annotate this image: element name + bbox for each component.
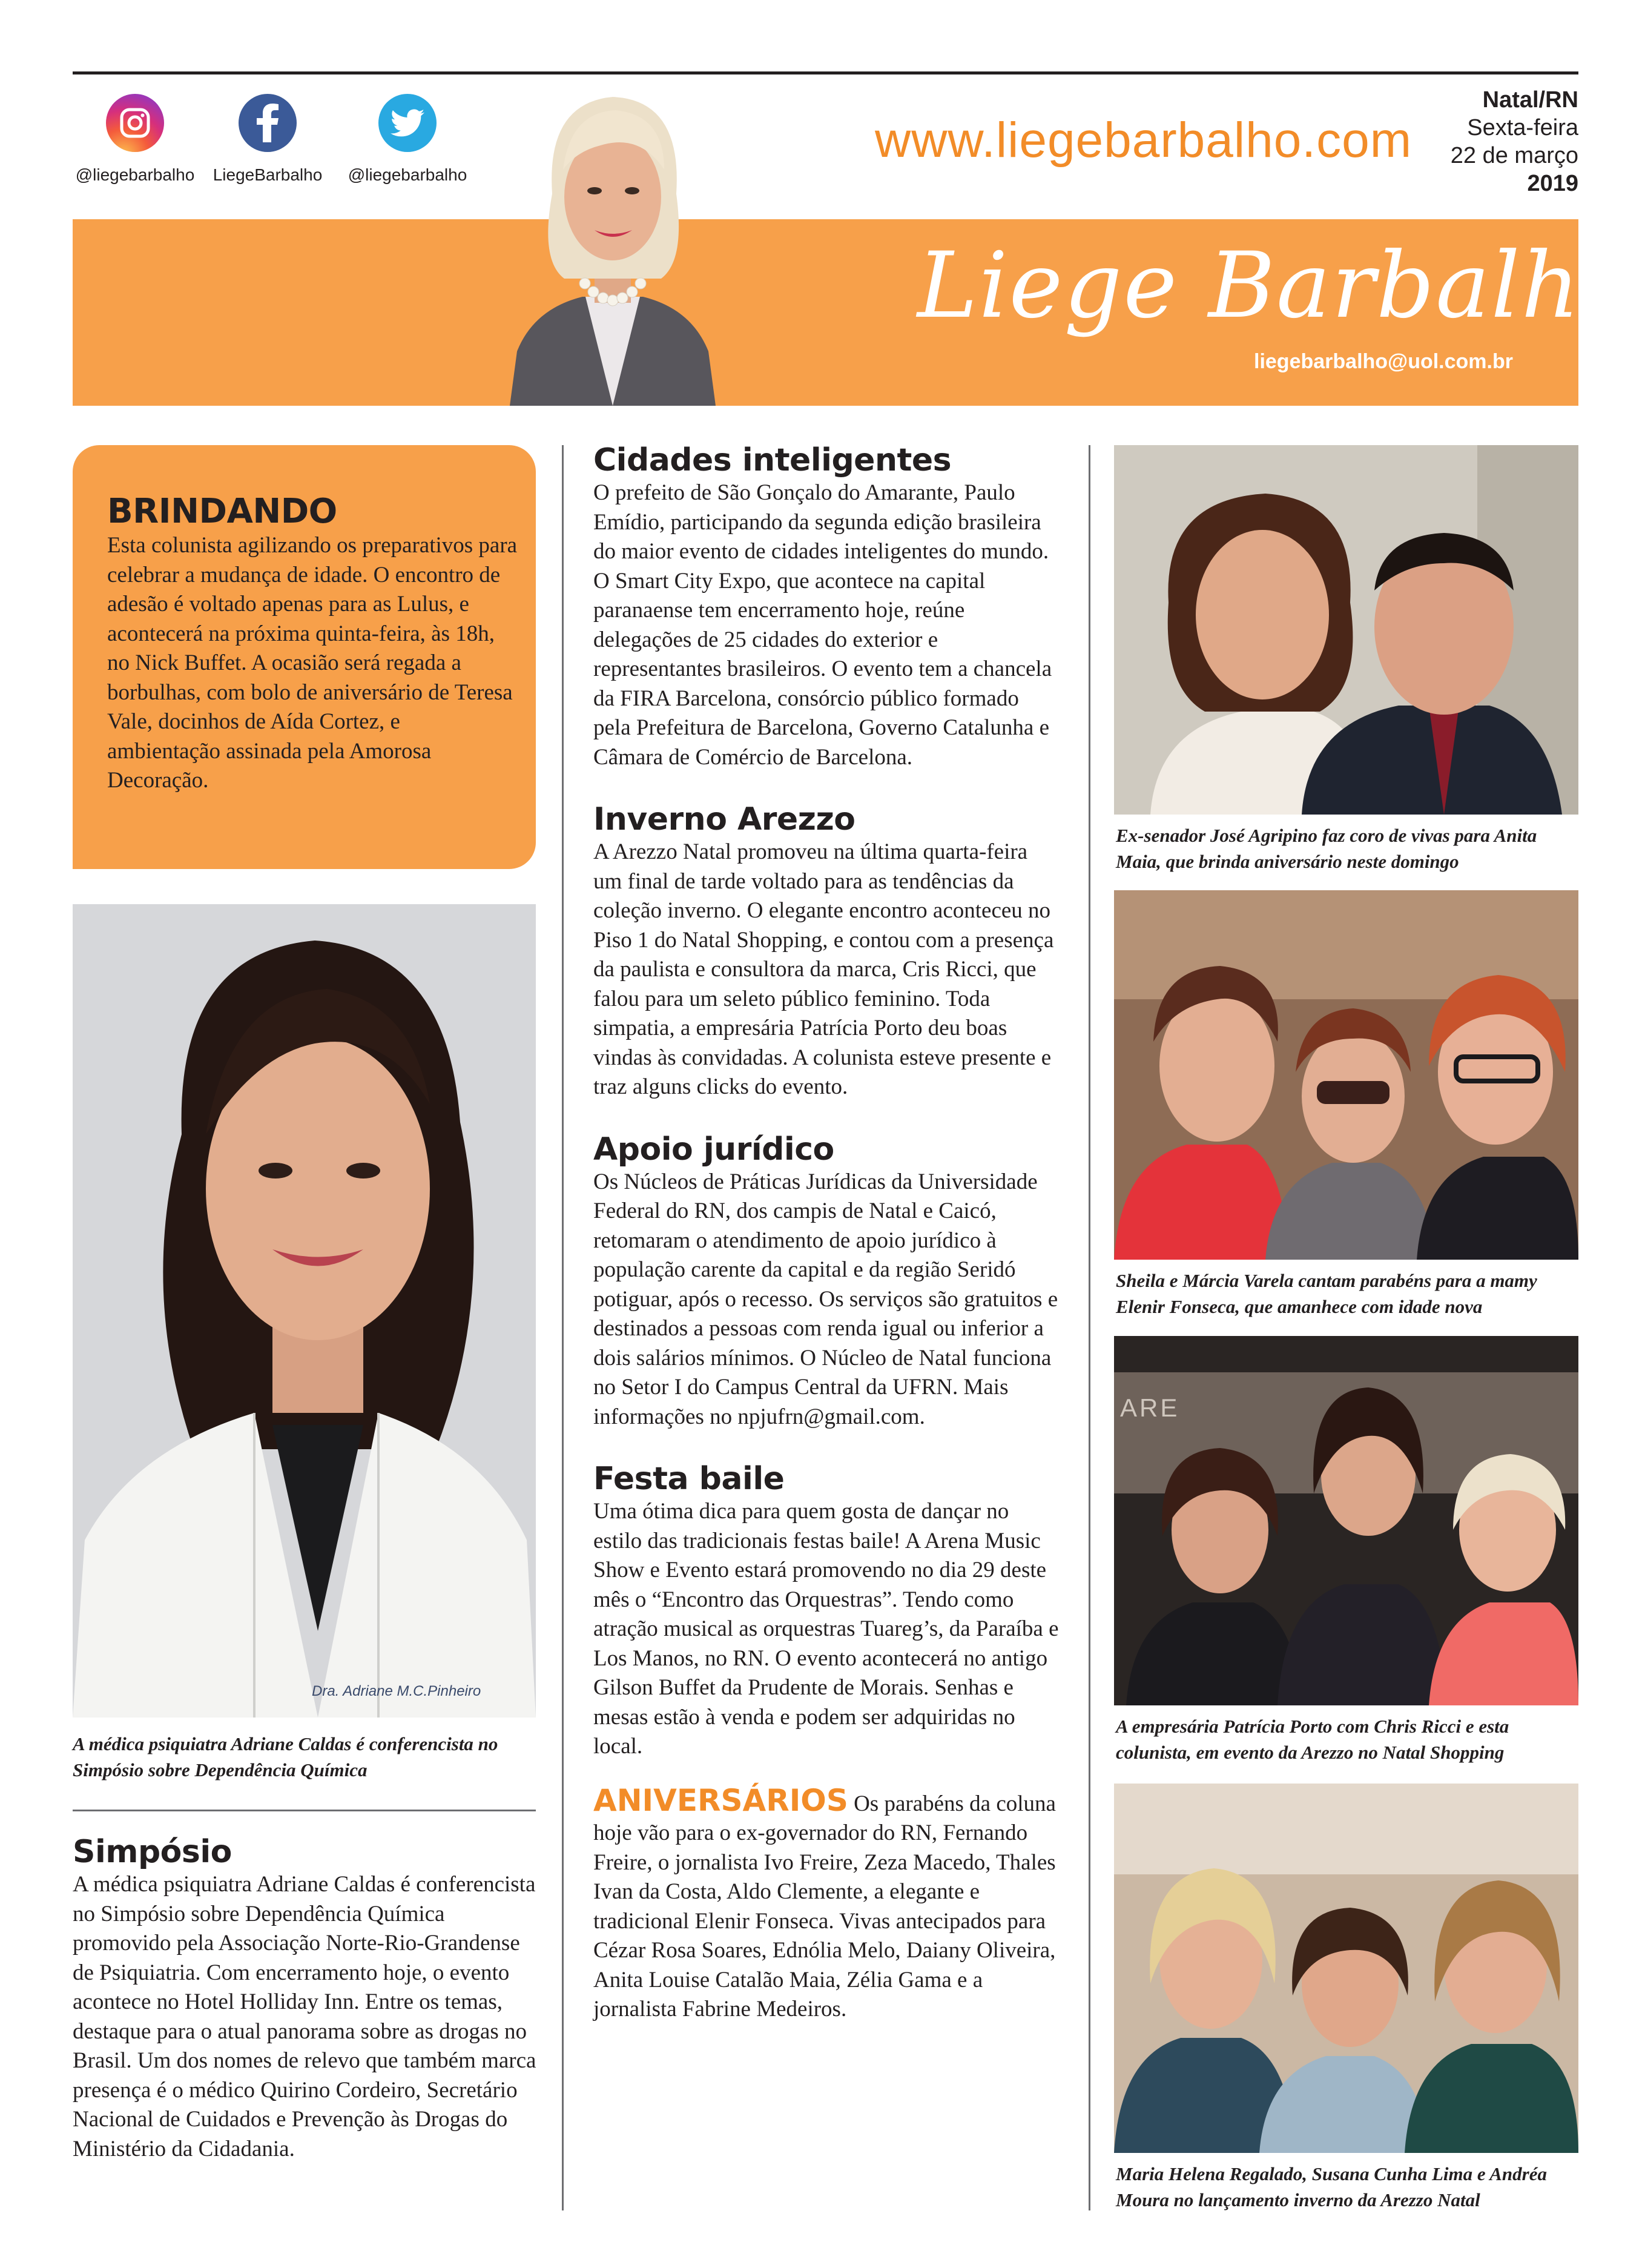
aniversarios-article — [593, 1782, 1060, 2025]
caption-porto-ricci: A empresária Patrícia Porto com Chris Ricci e esta colunista, em evento da Arezzo no Natal Shopping — [1116, 1716, 1509, 1763]
caption-regalado-lima-moura: Maria Helena Regalado, Susana Cunha Lima e Andréa Moura no lançamento inverno da Arezzo Natal — [1116, 2163, 1547, 2210]
dateline-year: 2019 — [1527, 171, 1578, 196]
dateline-date: 22 de março — [1450, 143, 1578, 168]
simposio-heading: Simpósio — [73, 1834, 232, 1870]
instagram-icon — [106, 94, 164, 152]
caption-varela-fonseca: Sheila e Márcia Varela cantam parabéns para a mamy Elenir Fonseca, que amanhece com idade nova — [1116, 1270, 1537, 1317]
masthead-title: Liege Barbalho — [917, 233, 1637, 339]
column-rule-left — [562, 445, 564, 2210]
arezzo-text: A Arezzo Natal promoveu na última quarta-feira um final de tarde voltado para as tendências da coleção inverno. O elegante encontro aconteceu no Piso 1 do Natal Shopping, e contou com a presença da paulista e consultora da marca, Cris Ricci, que falou para um seleto público feminino. Toda simpatia, a empresária Patrícia Porto deu boas vindas às convidadas. A colunista esteve presente e traz alguns clicks do evento. — [593, 839, 1054, 1099]
caption-adriane-caldas: A médica psiquiatra Adriane Caldas é conferencista no Simpósio sobre Dependência Química — [73, 1733, 498, 1780]
instagram-handle: @liegebarbalho — [75, 165, 195, 184]
top-rule — [73, 71, 1578, 74]
dateline — [1451, 86, 1578, 197]
twitter-handle: @liegebarbalho — [348, 165, 467, 184]
photo-agripino-anita — [1114, 445, 1578, 815]
dateline-weekday: Sexta-feira — [1467, 115, 1578, 141]
cidades-text: O prefeito de São Gonçalo do Amarante, Paulo Emídio, participando da segunda edição brasileira do maior evento de cidades inteligentes do mundo. O Smart City Expo, que acontece na capital paranaense tem encerramento hoje, reúne delegações de 25 cidades do exterior e representantes brasileiros. O evento tem a chancela da FIRA Barcelona, consórcio público formado pela Prefeitura de Barcelona, Governo Catalunha e Câmara de Comércio de Barcelona. — [593, 480, 1052, 770]
twitter-icon — [378, 94, 437, 152]
facebook-link[interactable] — [204, 94, 331, 185]
brindando-heading: BRINDANDO — [107, 492, 337, 531]
photo-adriane-caldas — [73, 904, 536, 1718]
twitter-link[interactable] — [344, 94, 471, 185]
facebook-handle: LiegeBarbalho — [213, 165, 323, 184]
coat-embroidery: Dra. Adriane M.C.Pinheiro — [312, 1683, 481, 1699]
photo-regalado-lima-moura — [1114, 1784, 1578, 2153]
columnist-portrait — [510, 79, 716, 406]
website-url[interactable]: www.liegebarbalho.com — [875, 113, 1413, 168]
apoio-heading: Apoio jurídico — [593, 1131, 834, 1168]
aniversarios-text: Os parabéns da coluna hoje vão para o ex-governador do RN, Fernando Freire, o jornalista Ivo Freire, Zeza Macedo, Thales Ivan da Costa, Aldo Clemente, a elegante e tradicional Elenir Fonseca. Vivas antecipados para Cézar Rosa Soares, Ednólia Melo, Daiany Oliveira, Anita Louise Catalão Maia, Zélia Gama e a jornalista Fabrine Medeiros. — [593, 1791, 1056, 2022]
festa-heading: Festa baile — [593, 1461, 785, 1497]
column-rule-right — [1089, 445, 1090, 2210]
left-separator — [73, 1810, 536, 1811]
instagram-link[interactable] — [71, 94, 199, 185]
middle-column — [593, 442, 1060, 2025]
caption-agripino-anita: Ex-senador José Agripino faz coro de vivas para Anita Maia, que brinda aniversário neste domingo — [1116, 825, 1537, 872]
arezzo-heading: Inverno Arezzo — [593, 801, 855, 838]
simposio-article — [73, 1834, 539, 2164]
festa-text: Uma ótima dica para quem gosta de dançar no estilo das tradicionais festas baile! A Arena Music Show e Evento estará promovendo no dia 29 deste mês o “Encontro das Orquestras”. Tendo como atração musical as orquestras Tuareg’s, da Paraíba e Los Manos, no RN. O evento acontecerá no antigo Gilson Buffet da Prudente de Morais. Senhas e mesas estão à venda e podem ser adquiridas no local. — [593, 1499, 1059, 1759]
apoio-text: Os Núcleos de Práticas Jurídicas da Universidade Federal do RN, dos campis de Natal e Caicó, retomaram o atendimento de apoio jurídico à população carente da capital e da região Seridó potiguar, após o recesso. Os serviços são gratuitos e destinados a pessoas com renda igual ou inferior a dois salários mínimos. O Núcleo de Natal funciona no Setor I do Campus Central da UFRN. Mais informações no npjufrn@gmail.com. — [593, 1169, 1058, 1429]
aniversarios-heading: ANIVERSÁRIOS — [593, 1782, 848, 1818]
brindando-callout — [73, 445, 536, 869]
photo-varela-fonseca — [1114, 890, 1578, 1260]
dateline-city: Natal/RN — [1482, 87, 1578, 113]
brindando-text: Esta colunista agilizando os preparativos para celebrar a mudança de idade. O encontro de adesão é voltado apenas para as Lulus, e acontecerá na próxima quinta-feira, às 18h, no Nick Buffet. A ocasião será regada a borbulhas, com bolo de aniversário de Teresa Vale, docinhos de Aída Cortez, e ambientação assinada pela Amorosa Decoração. — [107, 533, 518, 793]
store-sign: ARE — [1120, 1394, 1180, 1422]
photo-porto-ricci — [1114, 1336, 1578, 1705]
simposio-text: A médica psiquiatra Adriane Caldas é conferencista no Simpósio sobre Dependência Química promovido pela Associação Norte-Rio-Grandense de Psiquiatria. Com encerramento hoje, o evento acontece no Hotel Holliday Inn. Entre os temas, destaque para o atual panorama sobre as drogas no Brasil. Um dos nomes de relevo que também marca presença é o médico Quirino Cordeiro, Secretário Nacional de Cuidados e Prevenção às Drogas do Ministério da Cidadania. — [73, 1872, 536, 2161]
columnist-email[interactable]: liegebarbalho@uol.com.br — [1254, 350, 1513, 373]
cidades-heading: Cidades inteligentes — [593, 442, 952, 478]
facebook-icon — [239, 94, 297, 152]
